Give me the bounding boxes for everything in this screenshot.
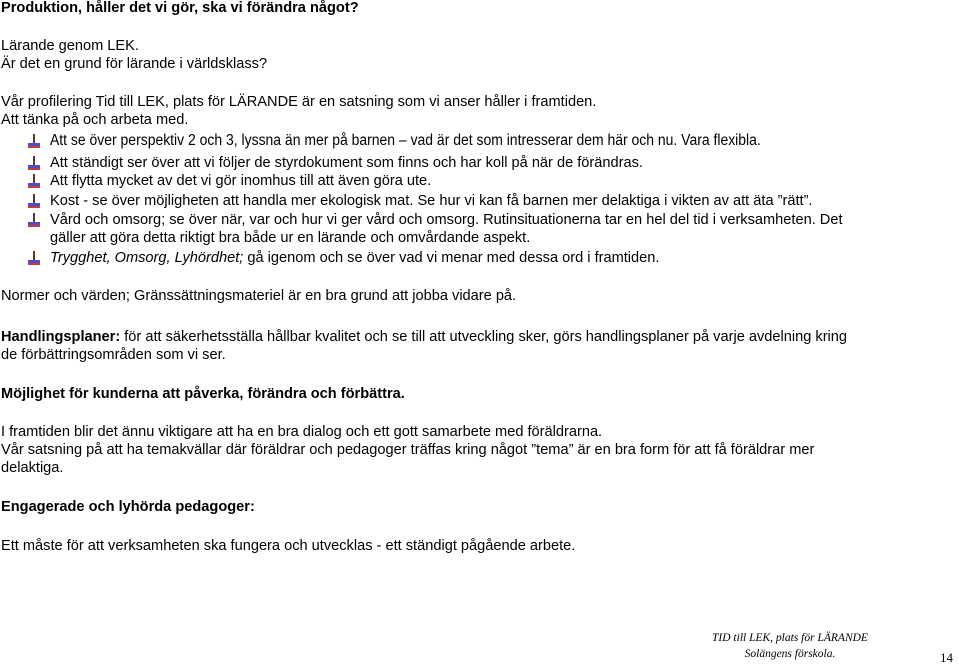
pedagogues-heading: Engagerade och lyhörda pedagoger: xyxy=(1,499,255,515)
plans-line-1 xyxy=(1,327,847,347)
footer-line-1: TID till LEK, plats för LÄRANDE xyxy=(712,632,868,644)
pin-icon xyxy=(28,174,40,188)
bullet-italic-text: Trygghet, Omsorg, Lyhördhet; xyxy=(50,250,244,266)
pin-icon xyxy=(28,213,40,227)
bullet-text: Vård och omsorg; se över när, var och hur vi ger vård och omsorg. Rutinsituationerna tar en hel del tid i verksamheten. Det xyxy=(50,212,843,228)
bullet-text: Att se över perspektiv 2 och 3, lyssna än mer på barnen – vad är det som intresserar dem här och nu. Vara flexibla. xyxy=(50,132,761,149)
intro-line-2: Är det en grund för lärande i världsklass? xyxy=(1,56,268,72)
future-line-2: Vår satsning på att ha temakvällar där föräldrar och pedagoger träffas kring något ”tema” är en bra form för att få föräldrar mer xyxy=(1,442,815,458)
pin-icon xyxy=(28,156,40,170)
footer-line-2: Solängens förskola. xyxy=(744,648,836,660)
page-footer xyxy=(690,630,890,662)
profile-line-2: Att tänka på och arbeta med. xyxy=(1,112,189,128)
plans-text: för att säkerhetsställa hållbar kvalitet och se till att utveckling sker, görs handlingsplaner på varje avdelning kring xyxy=(120,329,848,345)
intro-line-1: Lärande genom LEK. xyxy=(1,38,139,54)
pin-icon xyxy=(28,194,40,208)
plans-label: Handlingsplaner: xyxy=(1,329,121,345)
bullet-text: Kost - se över möjligheten att handla mer ekologisk mat. Se hur vi kan få barnen mer delaktiga i vikten av att äta ”rätt”. xyxy=(50,193,813,209)
bullet-text: gäller att göra detta riktigt bra både ur en lärande och omvårdande aspekt. xyxy=(50,230,531,246)
page-heading: Produktion, håller det vi gör, ska vi förändra något? xyxy=(1,0,359,16)
future-line-3: delaktiga. xyxy=(1,460,64,476)
profile-line-1: Vår profilering Tid till LEK, plats för LÄRANDE är en satsning som vi anser håller i framtiden. xyxy=(1,94,597,110)
bullet-text: Att flytta mycket av det vi gör inomhus till att även göra ute. xyxy=(50,173,432,189)
plans-line-2: de förbättringsområden som vi ser. xyxy=(1,347,226,363)
norms-line: Normer och värden; Gränssättningsmateriel är en bra grund att jobba vidare på. xyxy=(1,288,517,304)
customers-heading: Möjlighet för kunderna att påverka, förändra och förbättra. xyxy=(1,386,405,402)
pedagogues-text: Ett måste för att verksamheten ska fungera och utvecklas - ett ständigt pågående arbete. xyxy=(1,538,576,554)
bullet-text: Att ständigt ser över att vi följer de styrdokument som finns och har koll på när de förändras. xyxy=(50,155,643,171)
pin-icon xyxy=(28,251,40,265)
bullet-text: gå igenom och se över vad vi menar med dessa ord i framtiden. xyxy=(243,250,660,266)
future-line-1: I framtiden blir det ännu viktigare att ha en bra dialog och ett gott samarbete med föräldrarna. xyxy=(1,424,603,440)
pin-icon xyxy=(28,134,40,148)
page-number: 14 xyxy=(940,650,953,665)
